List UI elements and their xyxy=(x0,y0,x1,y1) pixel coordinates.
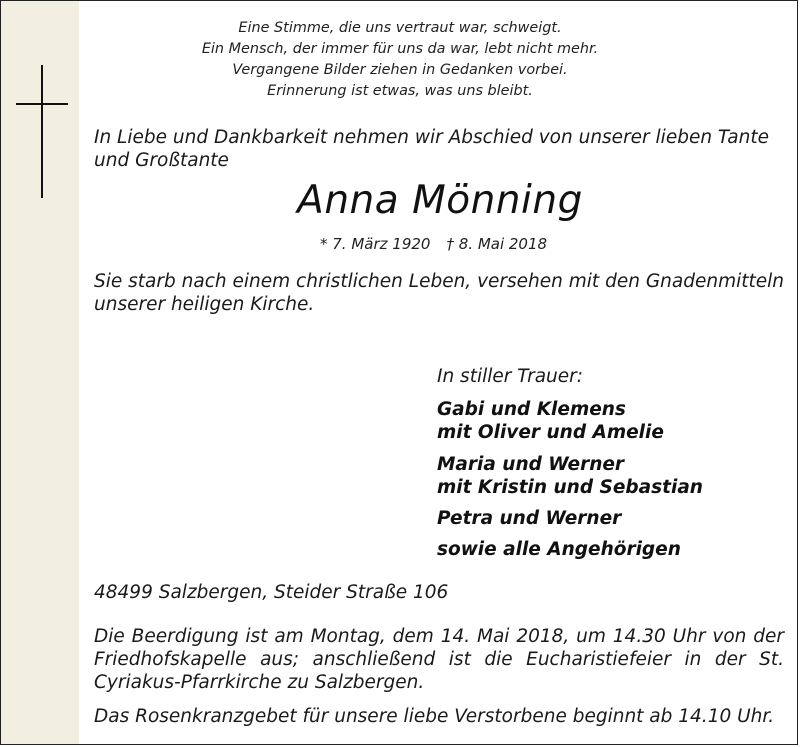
death-date: † 8. Mai 2018 xyxy=(446,235,548,253)
funeral-notice: Die Beerdigung ist am Montag, dem 14. Mai 2018, um 14.30 Uhr von der Friedhofskapelle aus; anschließend ist die Eucharistiefeier in der St. Cyriakus-Pfarrkirche zu Salzbergen. xyxy=(94,626,784,693)
mourner-name: mit Oliver und Amelie xyxy=(437,422,664,443)
poem-line: Eine Stimme, die uns vertraut war, schweigt. xyxy=(238,20,562,36)
poem-line: Erinnerung ist etwas, was uns bleibt. xyxy=(267,83,533,99)
mourner-name: Gabi und Klemens xyxy=(437,399,626,420)
farewell-intro: In Liebe und Dankbarkeit nehmen wir Abschied von unserer lieben Tante und Großtante xyxy=(94,127,769,171)
obituary-text: Sie starb nach einem christlichen Leben, versehen mit den Gnadenmitteln unserer heiligen Kirche. xyxy=(94,271,784,315)
memorial-poem xyxy=(150,18,650,102)
mourner-name: mit Kristin und Sebastian xyxy=(437,477,703,498)
mourner-name: sowie alle Angehörigen xyxy=(437,539,681,560)
birth-date: * 7. März 1920 xyxy=(320,235,431,253)
rosary-notice: Das Rosenkranzgebet für unsere liebe Verstorbene beginnt ab 14.10 Uhr. xyxy=(94,706,775,727)
family-address: 48499 Salzbergen, Steider Straße 106 xyxy=(94,582,449,603)
cross-horizontal-bar xyxy=(16,103,68,105)
poem-line: Vergangene Bilder ziehen in Gedanken vorbei. xyxy=(232,62,568,78)
mourner-name: Petra und Werner xyxy=(437,508,622,529)
poem-line: Ein Mensch, der immer für uns da war, lebt nicht mehr. xyxy=(201,41,599,57)
mourning-title: In stiller Trauer: xyxy=(437,366,583,387)
mourner-name: Maria und Werner xyxy=(437,454,625,475)
life-dates xyxy=(320,234,547,254)
side-band xyxy=(1,1,79,744)
deceased-name: Anna Mönning xyxy=(297,178,583,223)
